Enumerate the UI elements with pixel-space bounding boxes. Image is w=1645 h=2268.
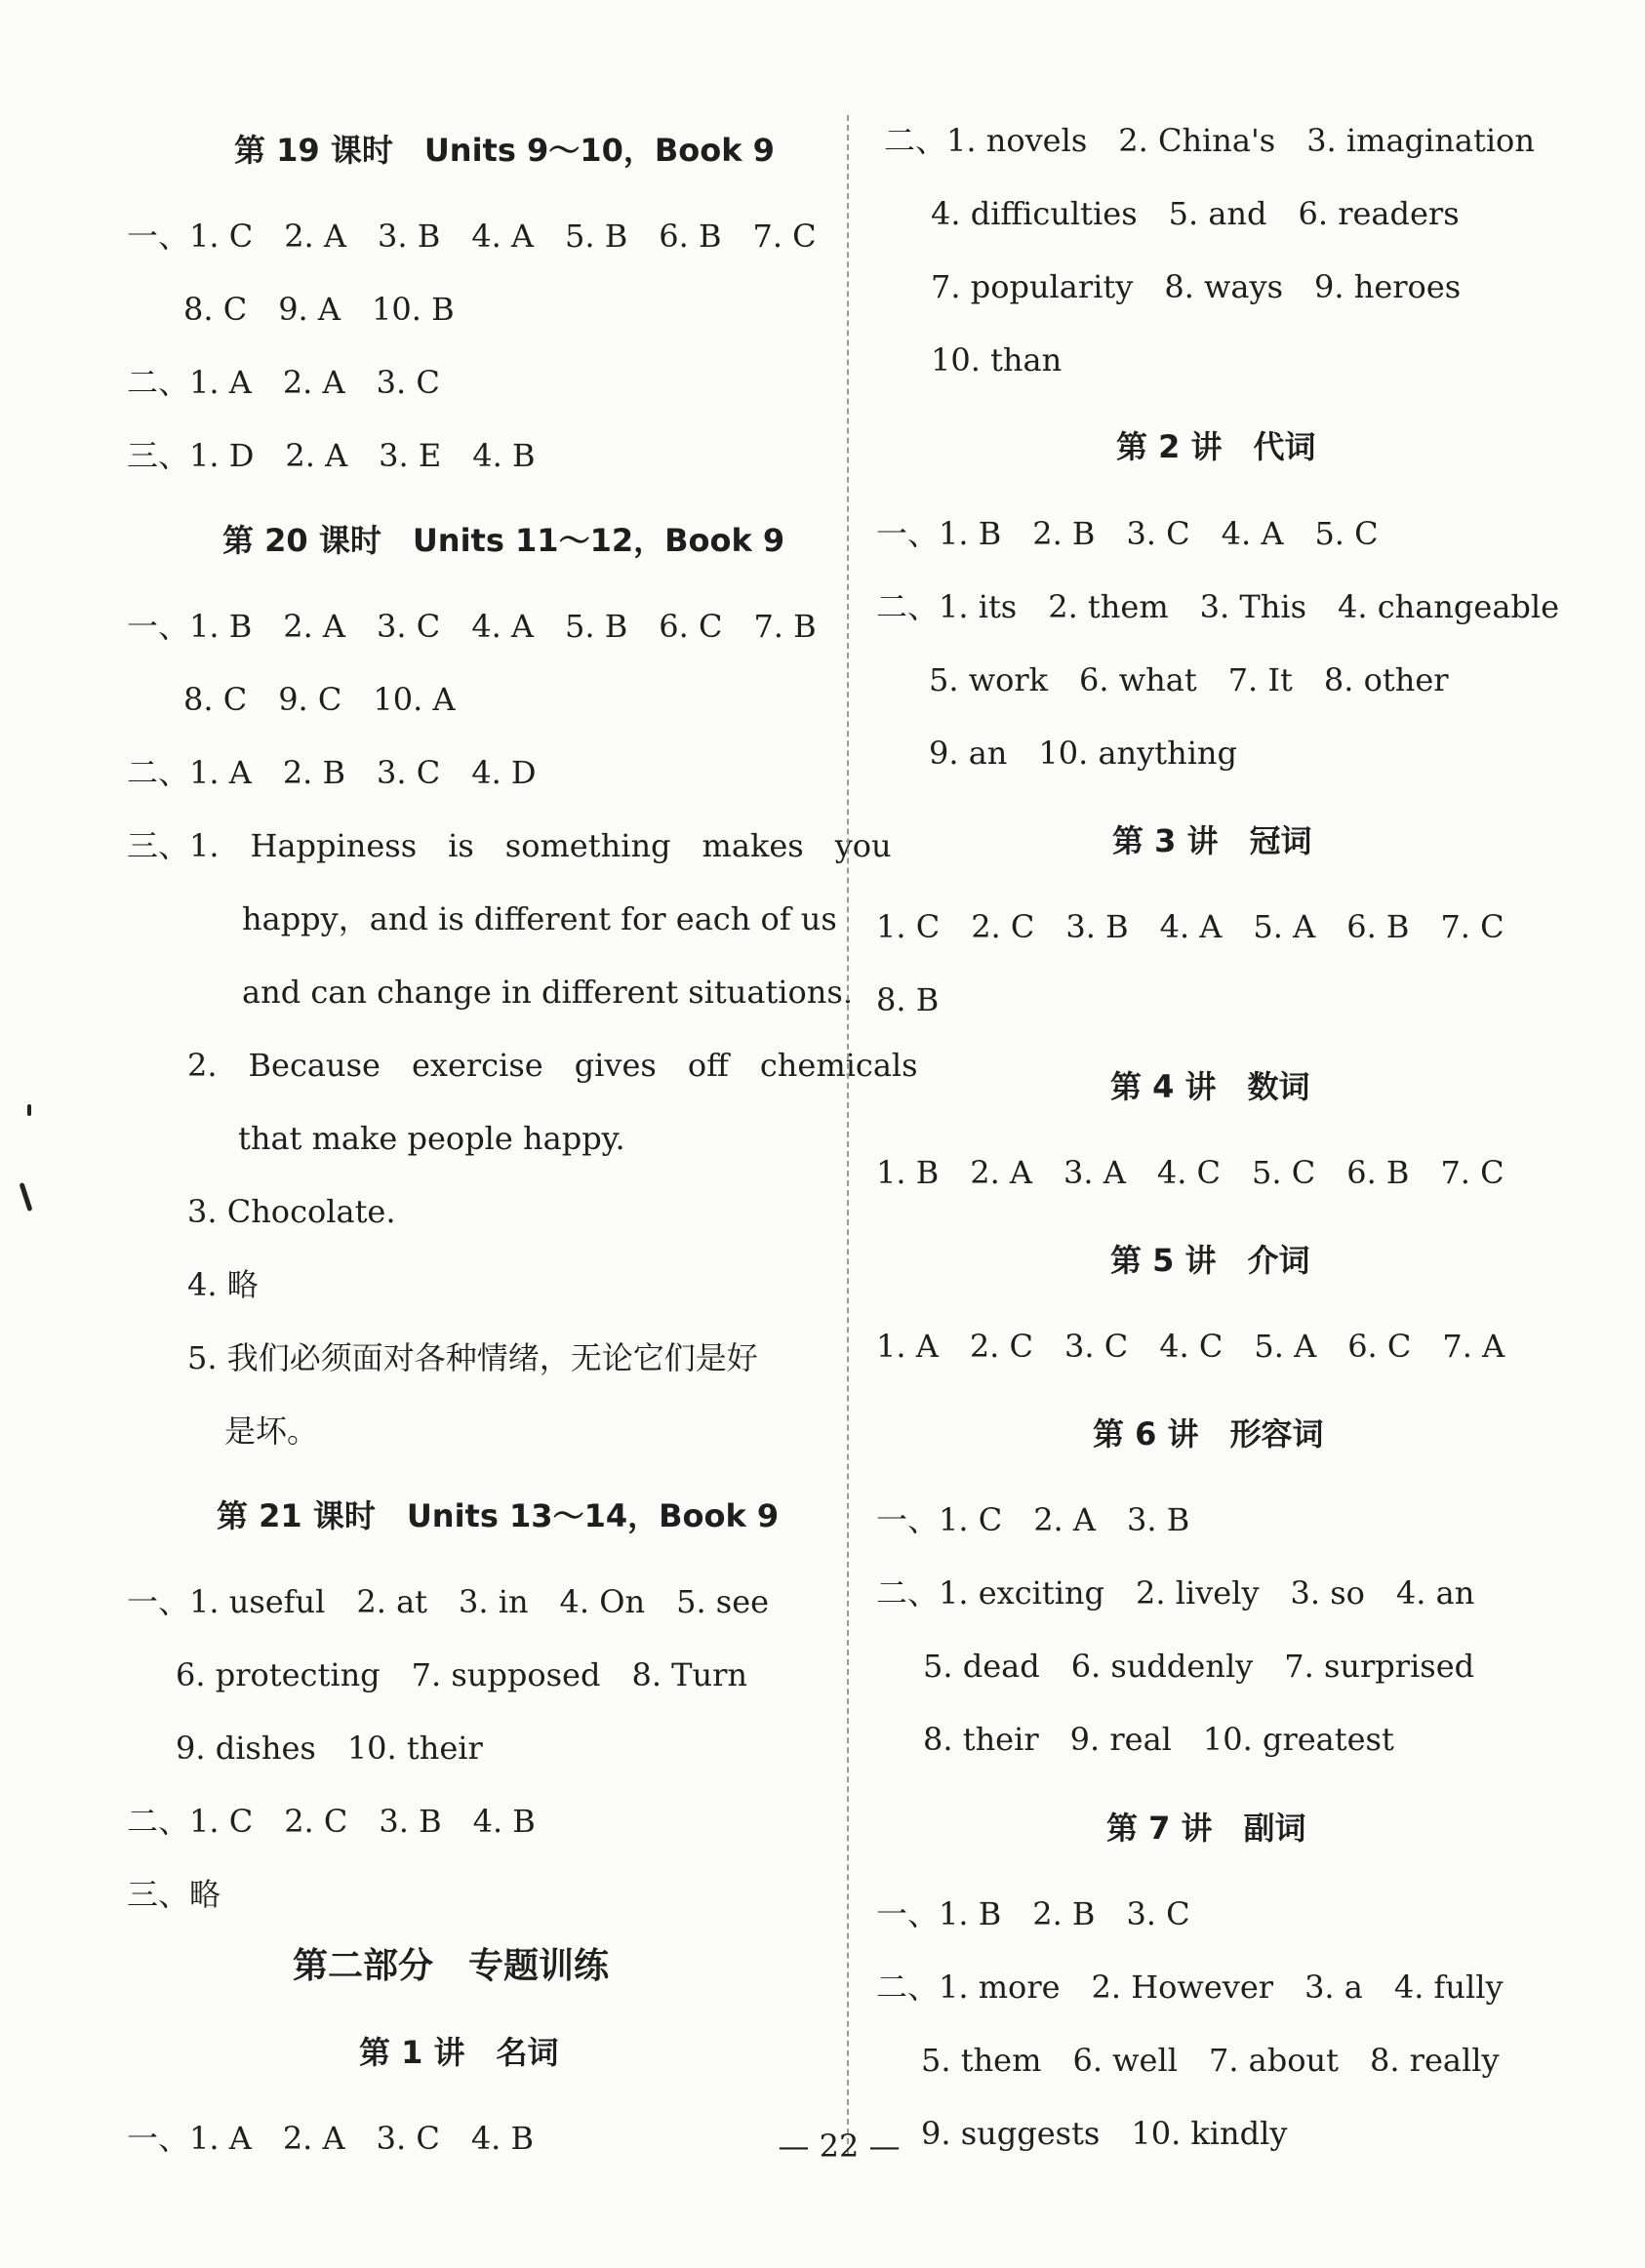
answer-line: 5. 我们必须面对各种情绪，无论它们是好 xyxy=(187,1339,758,1376)
answer-line: 9. an 10. anything xyxy=(929,735,1238,772)
answer-line: 5. them 6. well 7. about 8. really xyxy=(921,2042,1500,2079)
answer-line: 9. suggests 10. kindly xyxy=(921,2115,1288,2152)
lesson-19-heading: 第 19 课时 Units 9～10，Book 9 xyxy=(234,132,775,169)
answer-line: 三、略 xyxy=(127,1876,221,1913)
answer-line: 一、1. B 2. B 3. C xyxy=(876,1895,1190,1932)
answer-line: 二、1. more 2. However 3. a 4. fully xyxy=(876,1969,1504,2006)
answer-line: happy，and is different for each of us xyxy=(242,900,837,937)
margin-mark xyxy=(19,1182,32,1212)
answer-line: 1. A 2. C 3. C 4. C 5. A 6. C 7. A xyxy=(876,1328,1505,1365)
part-two-heading: 第二部分 专题训练 xyxy=(293,1946,610,1986)
answer-line: 一、1. A 2. A 3. C 4. B xyxy=(127,2120,535,2157)
margin-mark xyxy=(27,1104,31,1116)
answer-line: 二、1. exciting 2. lively 3. so 4. an xyxy=(876,1574,1475,1611)
answer-line: 8. B xyxy=(876,981,940,1018)
lecture-2-heading: 第 2 讲 代词 xyxy=(1116,428,1316,465)
answer-line: 一、1. useful 2. at 3. in 4. On 5. see xyxy=(127,1583,770,1620)
answer-line: 6. protecting 7. supposed 8. Turn xyxy=(176,1656,748,1693)
answer-line: 二、1. novels 2. China's 3. imagination xyxy=(884,122,1535,159)
answer-line: 一、1. C 2. A 3. B 4. A 5. B 6. B 7. C xyxy=(127,218,817,255)
answer-line: 二、1. A 2. B 3. C 4. D xyxy=(127,754,537,791)
answer-line: 8. their 9. real 10. greatest xyxy=(923,1721,1394,1758)
answer-line: 一、1. C 2. A 3. B xyxy=(876,1501,1190,1538)
answer-line: 4. difficulties 5. and 6. readers xyxy=(931,195,1460,232)
answer-line: 10. than xyxy=(931,341,1063,378)
lecture-3-heading: 第 3 讲 冠词 xyxy=(1112,822,1312,859)
answer-line: 1. B 2. A 3. A 4. C 5. C 6. B 7. C xyxy=(876,1154,1505,1191)
lecture-7-heading: 第 7 讲 副词 xyxy=(1106,1810,1306,1847)
lesson-20-heading: 第 20 课时 Units 11～12，Book 9 xyxy=(222,522,785,559)
column-divider xyxy=(847,115,849,2154)
answer-line: 1. C 2. C 3. B 4. A 5. A 6. B 7. C xyxy=(876,908,1505,945)
answer-line: 是坏。 xyxy=(224,1413,319,1450)
page-number: — 22 — xyxy=(778,2128,901,2165)
answer-line: 9. dishes 10. their xyxy=(176,1730,483,1767)
answer-line: 8. C 9. C 10. A xyxy=(183,681,456,718)
answer-line: 二、1. C 2. C 3. B 4. B xyxy=(127,1803,536,1840)
answer-line: 一、1. B 2. A 3. C 4. A 5. B 6. C 7. B xyxy=(127,608,817,645)
answer-line: and can change in different situations. xyxy=(242,974,853,1011)
lesson-21-heading: 第 21 课时 Units 13～14，Book 9 xyxy=(217,1497,780,1534)
answer-line: 3. Chocolate. xyxy=(187,1193,396,1230)
answer-line: 三、1. D 2. A 3. E 4. B xyxy=(127,437,536,474)
answer-line: that make people happy. xyxy=(238,1120,625,1157)
answer-line: 一、1. B 2. B 3. C 4. A 5. C xyxy=(876,515,1379,552)
answer-line: 5. dead 6. suddenly 7. surprised xyxy=(923,1648,1475,1685)
answer-line: 三、1. Happiness is something makes you xyxy=(127,827,892,864)
answer-line: 8. C 9. A 10. B xyxy=(183,291,455,328)
answer-line: 7. popularity 8. ways 9. heroes xyxy=(931,268,1462,305)
lecture-6-heading: 第 6 讲 形容词 xyxy=(1093,1415,1324,1452)
answer-line: 5. work 6. what 7. It 8. other xyxy=(929,661,1449,698)
lecture-5-heading: 第 5 讲 介词 xyxy=(1110,1242,1310,1279)
answer-line: 二、1. A 2. A 3. C xyxy=(127,364,440,401)
answer-line: 2. Because exercise gives off chemicals xyxy=(187,1047,918,1084)
answer-line: 二、1. its 2. them 3. This 4. changeable xyxy=(876,588,1560,625)
lecture-1-heading: 第 1 讲 名词 xyxy=(359,2034,559,2071)
answer-line: 4. 略 xyxy=(187,1266,259,1303)
lecture-4-heading: 第 4 讲 数词 xyxy=(1110,1068,1310,1105)
